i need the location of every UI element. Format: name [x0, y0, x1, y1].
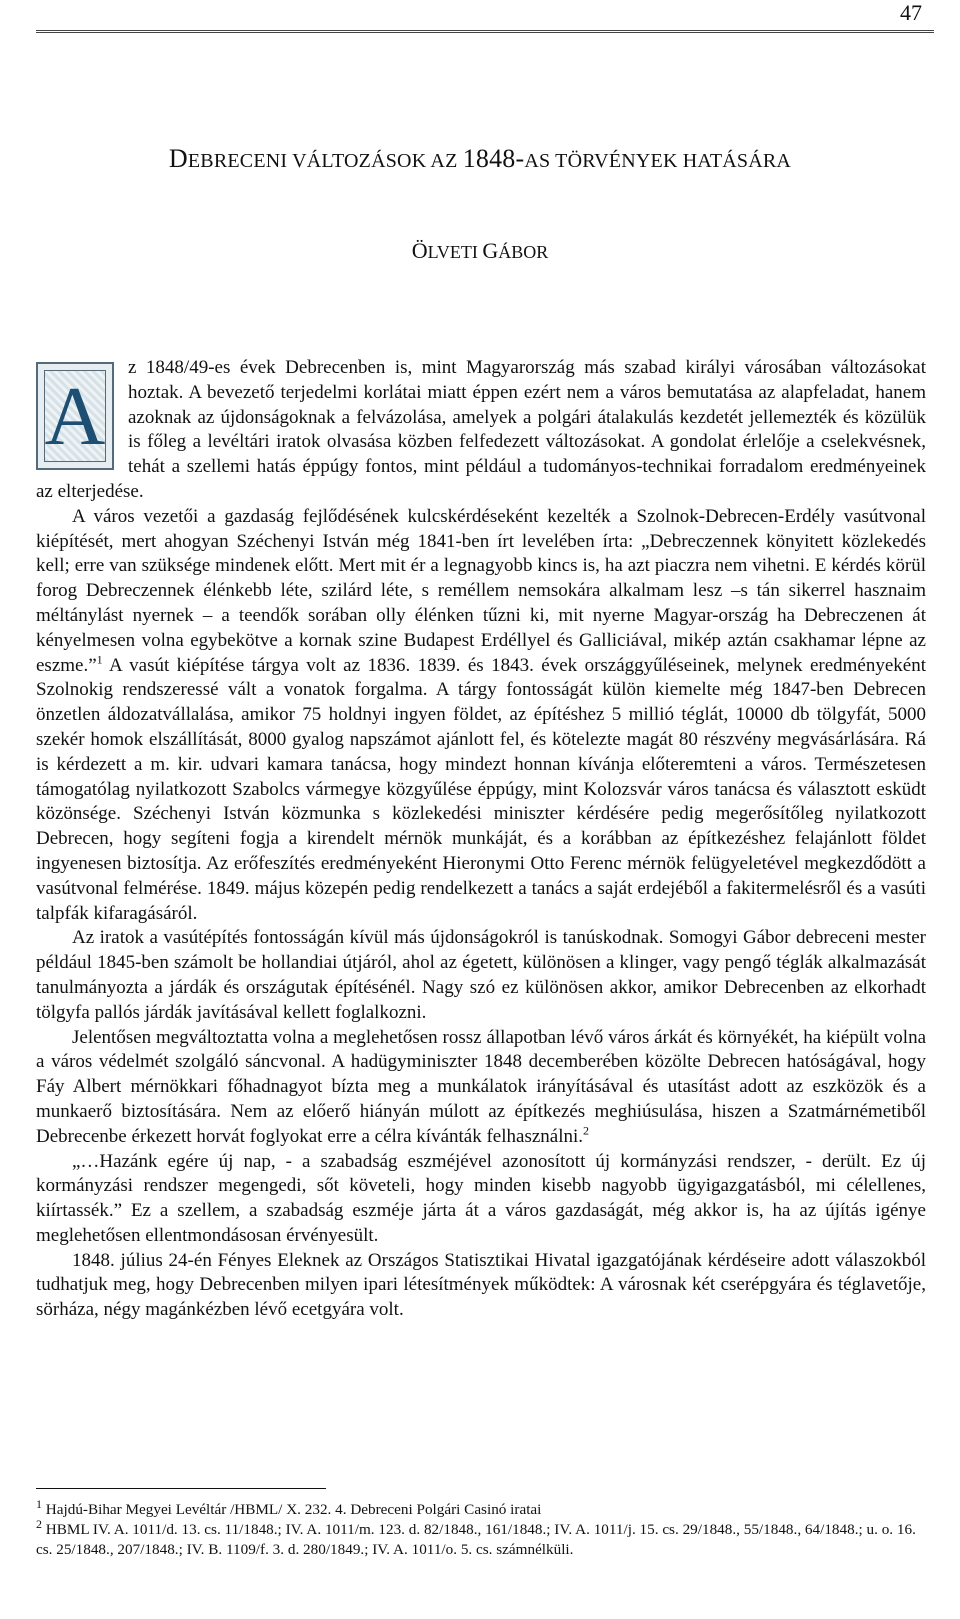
footnote-ref-1[interactable]: 1 — [96, 652, 103, 667]
footnote-number-1: 1 — [36, 1496, 42, 1511]
footnote-number-2: 2 — [36, 1516, 42, 1531]
title-rest-2: AS TÖRVÉNYEK HATÁSÁRA — [524, 150, 792, 172]
paragraph-3: Az iratok a vasútépítés fontosságán kívül más újdonságokról is tanúskodnak. Somogyi Gábor debreceni mester például 1845-ben számolt be hollandiai útjáról, ahol az égetett, különösen a klinger, vagy pengő téglák alkalmazását tanulmányozta a járdák és országutak építésénél. Nagy szó ez különösen akkor, amikor Debrecenben az elkorhadt tölgyfa pallós járdák javításával kellett foglalkozni. — [36, 927, 926, 1023]
dropcap-letter: A — [44, 370, 106, 463]
author-cap-1: Ö — [411, 238, 428, 263]
dropcap-ornament — [36, 362, 114, 470]
footnote-text-2: HBML IV. A. 1011/d. 13. cs. 11/1848.; IV. A. 1011/m. 123. d. 82/1848., 161/1848.; IV. A. 1011/j. 15. cs. 29/1848., 55/1848., 64/1848.; u. o. 16. cs. 25/1848., 207/1848.; IV. B. 1109/f. 3. d. 280/1849.; IV. A. 1011/o. 5. cs. számnélküli. — [36, 1521, 916, 1558]
paragraph-6: 1848. július 24-én Fényes Eleknek az Országos Statisztikai Hivatal igazgatójának kérdéseire adott válaszokból tudhatjuk meg, hogy Debrecenben milyen ipari létesítmények működtek: A városnak két cserépgyára és téglavetője, sörháza, négy magánkézben lévő ecetgyára volt. — [36, 1249, 926, 1321]
paragraph-4-text: Jelentősen megváltoztatta volna a meglehetősen rossz állapotban lévő város árkát és környékét, ha kiépült volna a város védelmét szolgáló sáncvonal. A hadügyminiszter 1848 decemberében közölte Debrecen hatóságával, hogy Fáy Albert mérnökkari főhadnagyot bízta meg a munkálatok irányításával és utasítást adott az eszközök és a munkaerő biztosítására. Nem az előerő hiányán múlott az építkezés meghiúsulása, hiszen a Szatmárnémetiből Debrecenbe érkezett horvát foglyokat erre a célra kívánták felhasználni. — [36, 1026, 926, 1147]
footnote-1 — [36, 1496, 928, 1520]
footnote-ref-2[interactable]: 2 — [583, 1123, 590, 1138]
footnote-separator — [36, 1488, 326, 1489]
author-rest-1: LVETI — [427, 242, 483, 262]
page-number: 47 — [900, 0, 922, 25]
header-rule — [36, 30, 934, 35]
paragraph-2-text-a: A város vezetői a gazdaság fejlődésének kulcskérdéseként kezelték a Szolnok-Debrecen-Erdély vasútvonal kiépítését, mert ahogyan Széchenyi István még 1841-ben írt levelében írta: „Debreczennek könyitett közlekedés kell; erre van szüksége mindenek előtt. Mert mit ér a legnagyobb kincs is, ha azt piaczra nem vihetni. E kérdés körül forog Debreczennek élénkebb léte, szilárd léte, s reméllem nemsokára alkalmam lesz –s tán sikerrel hasznaim méltánylást nyernek – a teendők sorában olly élénken tűzni ki, mit nyerne Magyar-ország ha Debreczenen át kényelmesen volna egybekötve a kornak szine Budapest Erdéllyel és Galliciával, mikép aztán csakhamar lépne az eszme.” — [36, 505, 926, 676]
paragraph-2 — [36, 505, 926, 927]
author-name — [0, 238, 960, 264]
author-rest-2: ÁBOR — [498, 242, 549, 262]
title-year: 1848- — [462, 144, 525, 173]
paragraph-2-text-b: A vasút kiépítése tárgya volt az 1836. 1839. és 1843. évek országgyűléseinek, melynek eredményeként Szolnokig rendszeressé vált a vonatok forgalma. A tárgy fontosságát külön kiemelte még 1847-ben Debrecen önzetlen áldozatvállalása, amikor 75 holdnyi ingyen földet, az építéshez 5 millió téglát, 10000 db tölgyfát, 5000 szekér homok elszállítását, 8000 gyalog napszámot ajánlott fel, és kötelezte magát 80 részvény megvásárlására. Rá is kérdezett a m. kir. udvari kamara tanácsa, hogy mindezt honnan kívánja előteremteni a város. Természetesen támogatólag nyilatkozott Szabolcs vármegye közgyűlése éppúgy, mint Kolozsvár város tanácsa és választott esküdt közönsége. Széchenyi István közmunka s közlekedési miniszter kérdésére pedig megerősítőleg nyilatkozott Debrecen, hogy segíteni fogja a kirendelt mérnök munkáját, és a korábban az építkezéshez felajánlott földet ingyenesen biztosítja. Az erőfeszítés eredményeként Hieronymi Otto Ferenc mérnök felügyeletével megkezdődött a vasútvonal felmérése. 1849. május közepén pedig rendelkezett a tanács a saját erdejéből a fakitermelésről és a vasúti talpfák kifaragásáról. — [36, 654, 926, 924]
paragraph-4 — [36, 1026, 926, 1150]
article-body — [36, 356, 926, 1323]
title-cap-1: D — [168, 144, 188, 173]
paragraph-1-text: z 1848/49-es évek Debrecenben is, mint Magyarország más szabad királyi városában változásokat hoztak. A bevezető terjedelmi korlátai miatt éppen ezért nem a város bemutatása az alapfeladat, hanem azoknak az újdonságoknak a felvázolása, amelyek a polgári átalakulás kezdetét jellemezték és közülük is főleg a levéltári iratok olvasása közben felfedezett változásokat. A gondolat érlelője a cselekvésnek, tehát a szellemi hatás éppúgy fontos, mint például a tudományos-technikai forradalom eredményeinek az elterjedése. — [36, 357, 926, 502]
title-rest-1: EBRECENI VÁLTOZÁSOK AZ — [187, 150, 463, 172]
author-cap-2: G — [482, 238, 499, 263]
paragraph-1 — [36, 356, 926, 505]
footnote-text-1: Hajdú-Bihar Megyei Levéltár /HBML/ X. 232. 4. Debreceni Polgári Casinó iratai — [42, 1501, 542, 1518]
footnotes — [36, 1496, 928, 1560]
paragraph-5: „…Hazánk egére új nap, - a szabadság eszméjével azonosított új kormányzási rendszer, - derült. Ez új kormányzási rendszer megengedi, sőt követeli, hogy minden kisebb nagyobb ügyigazgatásból, mi célellenes, kiírtassék.” Ez a szellem, a szabadság eszméje járta át a város gazdaságát, még akkor is, ha az újítás igénye meglehetősen ellentmondásosan érvényesült. — [36, 1150, 926, 1246]
footnote-2 — [36, 1516, 928, 1560]
article-title — [0, 144, 960, 174]
